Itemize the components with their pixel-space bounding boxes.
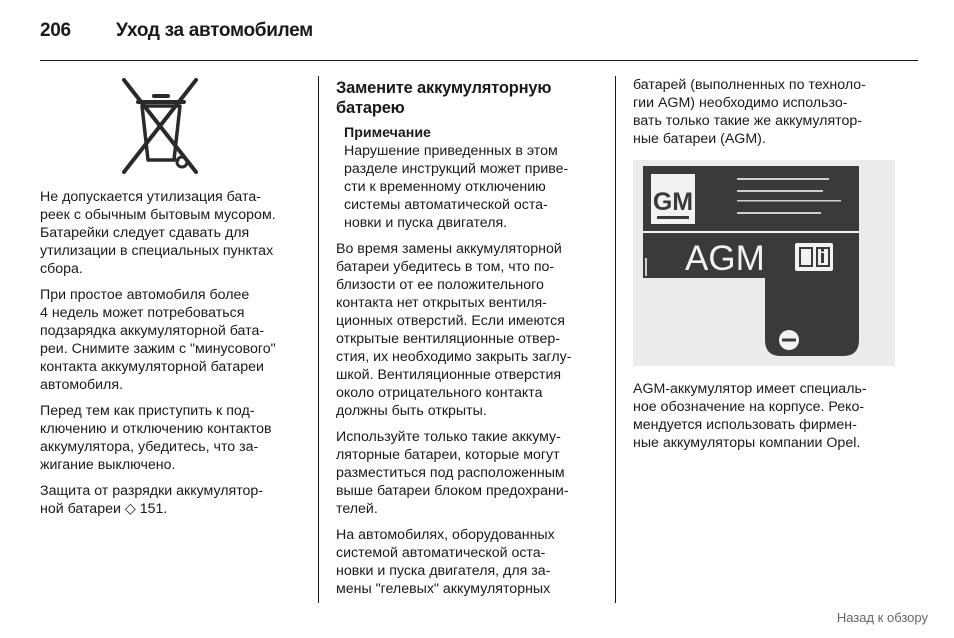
paragraph: батарей (выполненных по техноло- гии AGM) необходимо использо- вать только такие же аккумулятор- ные батареи (AGM). — [633, 77, 866, 147]
column-divider — [615, 76, 616, 603]
column-divider — [318, 76, 319, 603]
crossref-text: Защита от разрядки аккумулятор- ной батареи — [40, 483, 264, 517]
paragraph: Не допускается утилизация бата- реек с обычным бытовым мусором. Батарейки следует сдавать для утилизации в специальных пунктах сбора. — [40, 189, 276, 277]
column-right-bottom — [633, 380, 901, 460]
paragraph: Перед тем как приступить к под- ключению и отключению контактов аккумулятора, убедитесь, что за- жигание выключено. — [40, 403, 272, 473]
page-number: 206 — [40, 20, 71, 41]
page-title: Уход за автомобилем — [116, 20, 313, 41]
paragraph: На автомобилях, оборудованных системой автоматической оста- новки и пуска двигателя, для за- мены "гелевых" аккумуляторных — [336, 527, 555, 597]
note-block — [344, 124, 602, 232]
manual-book-icon — [795, 243, 833, 271]
agm-label-illustration — [633, 160, 895, 366]
paragraph: При простое автомобиля более 4 недель может потребоваться подзарядка аккумуляторной бата- реи. Снимите зажим с "минусового" контакта аккумуляторной батареи автомобиля. — [40, 287, 276, 393]
crossed-out-wheelie-bin-icon — [120, 76, 202, 176]
agm-label-text: AGM — [685, 239, 765, 278]
column-right — [633, 76, 901, 156]
agm-label-figure — [633, 160, 895, 366]
column-left — [40, 76, 305, 526]
crossref-arrow-icon[interactable]: ◇ — [124, 501, 136, 517]
header-divider — [40, 60, 918, 61]
note-title: Примечание — [344, 125, 431, 141]
note-text: Нарушение приведенных в этом разделе инструкций может приве- сти к временному отключению системы автоматической оста- новки и пуска двигателя. — [344, 143, 569, 231]
column-middle — [336, 78, 602, 606]
crossref-paragraph — [40, 482, 305, 518]
page-header — [40, 20, 918, 60]
paragraph: AGM-аккумулятор имеет специаль- ное обозначение на корпусе. Реко- мендуется использовать фирмен- ные аккумуляторы компании Opel. — [633, 381, 867, 451]
back-to-overview-link[interactable]: Назад к обзору — [836, 610, 928, 625]
minus-terminal-icon — [779, 330, 799, 350]
section-title: Замените аккумуляторную батарею — [336, 79, 552, 117]
crossref-page-link[interactable]: 151. — [135, 501, 168, 517]
gm-logo-text: GM — [652, 188, 694, 216]
paragraph: Во время замены аккумуляторной батареи убедитесь в том, что по- близости от ее положительного контакта нет открытых вентиля- ционных отверстий. Если имеются открытые вентиляционные отвер- стия, их необходимо закрыть заглу- шкой. Вентиляционные отверстия около отрицательного контакта должны быть открыты. — [336, 241, 572, 419]
paragraph: Используйте только такие аккуму- ляторные батареи, которые могут разместиться под расположенным выше батареи блоком предохрани- телей. — [336, 429, 569, 517]
